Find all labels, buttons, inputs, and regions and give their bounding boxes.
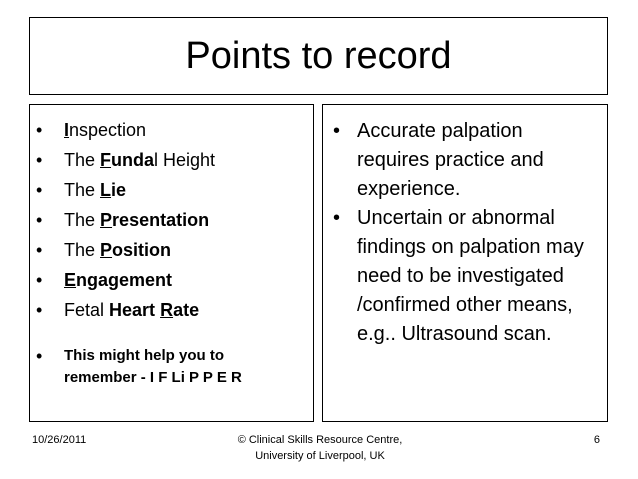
list-item-text: I [64,120,70,140]
mnemonic-text: This might help you to remember - I F Li P P E R [64,347,242,386]
left-content-box [29,104,314,422]
list-item-text: Uncertain or abnormal findings on palpation may need to be investigated /confirmed other means, e.g.. Ultrasound scan. [357,207,584,345]
list-item-text: l Height [154,150,216,170]
list-item-text: R [160,300,174,320]
footer-credit-line1: © Clinical Skills Resource Centre, [237,434,403,446]
bullet: • [36,180,43,200]
list-item [323,204,597,349]
list-item-text: The [64,240,101,260]
list-item-text: ngagement [76,270,173,290]
bullet: • [36,120,43,140]
list-item-text: unda [111,150,155,170]
right-content-box [322,104,608,422]
list-item-text: Heart [109,300,161,320]
footer-date: 10/26/2011 [32,434,87,446]
list-item-text: P [100,240,113,260]
bullet: • [36,150,43,170]
list-item [30,295,294,325]
list-item [30,145,294,175]
bullet: • [333,120,341,142]
list-item-text: The [64,180,101,200]
list-item-text: nspection [69,120,147,140]
notes-list [323,117,597,349]
list-item-text: ate [173,300,200,320]
bullet: • [36,270,43,290]
list-item [323,117,597,204]
points-list [30,115,294,389]
list-item [30,115,294,145]
bullet: • [36,210,43,230]
page-number: 6 [593,434,600,446]
footer-credit-line2: University of Liverpool, UK [255,450,385,462]
list-item-text: E [64,270,77,290]
bullet: • [36,300,43,320]
list-item-text: F [100,150,112,170]
list-item-text: ie [111,180,127,200]
bullet: • [36,346,43,366]
list-item [30,175,294,205]
list-item-text: L [100,180,112,200]
footer-credit [190,432,450,464]
list-item-text: osition [112,240,172,260]
list-item [30,265,294,295]
list-item [30,235,294,265]
bullet: • [36,240,43,260]
list-item-text: Accurate palpation requires practice and experience. [357,120,544,200]
list-item-text: Fetal [64,300,110,320]
mnemonic-note [30,345,294,389]
list-item-text: The [64,210,101,230]
slide-title: Points to record [185,35,452,77]
bullet: • [333,207,341,229]
title-box [29,17,608,95]
list-item-text: P [100,210,113,230]
list-item [30,205,294,235]
list-item-text: resentation [112,210,210,230]
list-item-text: The [64,150,101,170]
